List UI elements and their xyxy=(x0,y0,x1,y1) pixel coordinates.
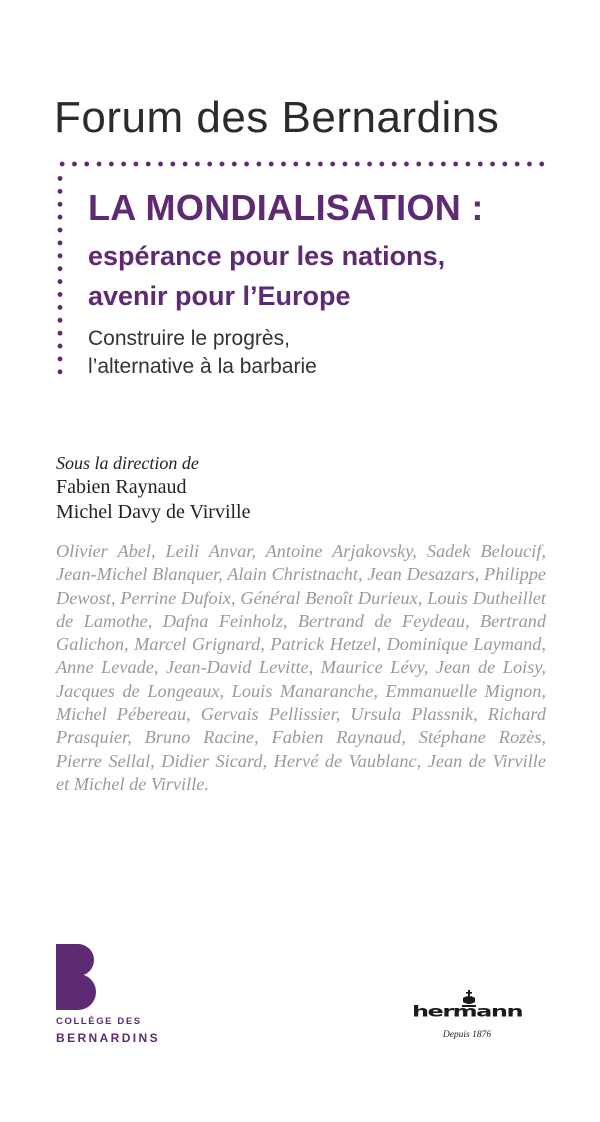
book-title: LA MONDIALISATION : xyxy=(88,187,484,228)
editor-name: Fabien Raynaud xyxy=(56,476,187,498)
publisher-since: Depuis 1876 xyxy=(442,1030,492,1040)
editors-list xyxy=(56,475,251,525)
publisher-logo xyxy=(384,990,550,1046)
direction-label: Sous la direction de xyxy=(56,453,199,473)
tagline-line: Construire le progrès, xyxy=(88,327,290,350)
college-des-bernardins-logo xyxy=(56,944,161,1045)
subtitle-line: espérance pour les nations, xyxy=(88,241,446,271)
subtitle-line: avenir pour l’Europe xyxy=(88,281,351,311)
dotted-rule-horizontal xyxy=(56,160,548,168)
publisher-name: hermann xyxy=(411,1002,523,1021)
series-title: Forum des Bernardins xyxy=(54,93,500,142)
college-logo-line2: BERNARDINS xyxy=(56,1031,161,1045)
college-b-icon xyxy=(56,944,96,1010)
book-subtitle xyxy=(88,236,445,316)
tagline-line: l’alternative à la barbarie xyxy=(88,355,317,378)
college-logo-line1: COLLÈGE DES xyxy=(56,1016,142,1027)
book-tagline xyxy=(88,325,317,381)
contributors-list: Olivier Abel, Leili Anvar, Antoine Arjakovsky, Sadek Beloucif, Jean-Michel Blanquer, Alain Christnacht, Jean Desazars, Philippe Dewost, Perrine Dufoix, Général Benoît Durieux, Louis Dutheillet de Lamothe, Dafna Feinholz, Bertrand de Feydeau, Bertrand Galichon, Marcel Grignard, Patrick Hetzel, Dominique Laymand, Anne Levade, Jean-David Levitte, Maurice Lévy, Jean de Loisy, Jacques de Longeaux, Louis Manaranche, Emmanuelle Mignon, Michel Pébereau, Gervais Pellissier, Ursula Plassnik, Richard Prasquier, Bruno Racine, Fabien Raynaud, Stéphane Rozès, Pierre Sellal, Didier Sicard, Hervé de Vaublanc, Jean de Virville et Michel de Virville. xyxy=(56,541,546,794)
editor-name: Michel Davy de Virville xyxy=(56,501,251,523)
dotted-rule-vertical xyxy=(56,172,64,378)
